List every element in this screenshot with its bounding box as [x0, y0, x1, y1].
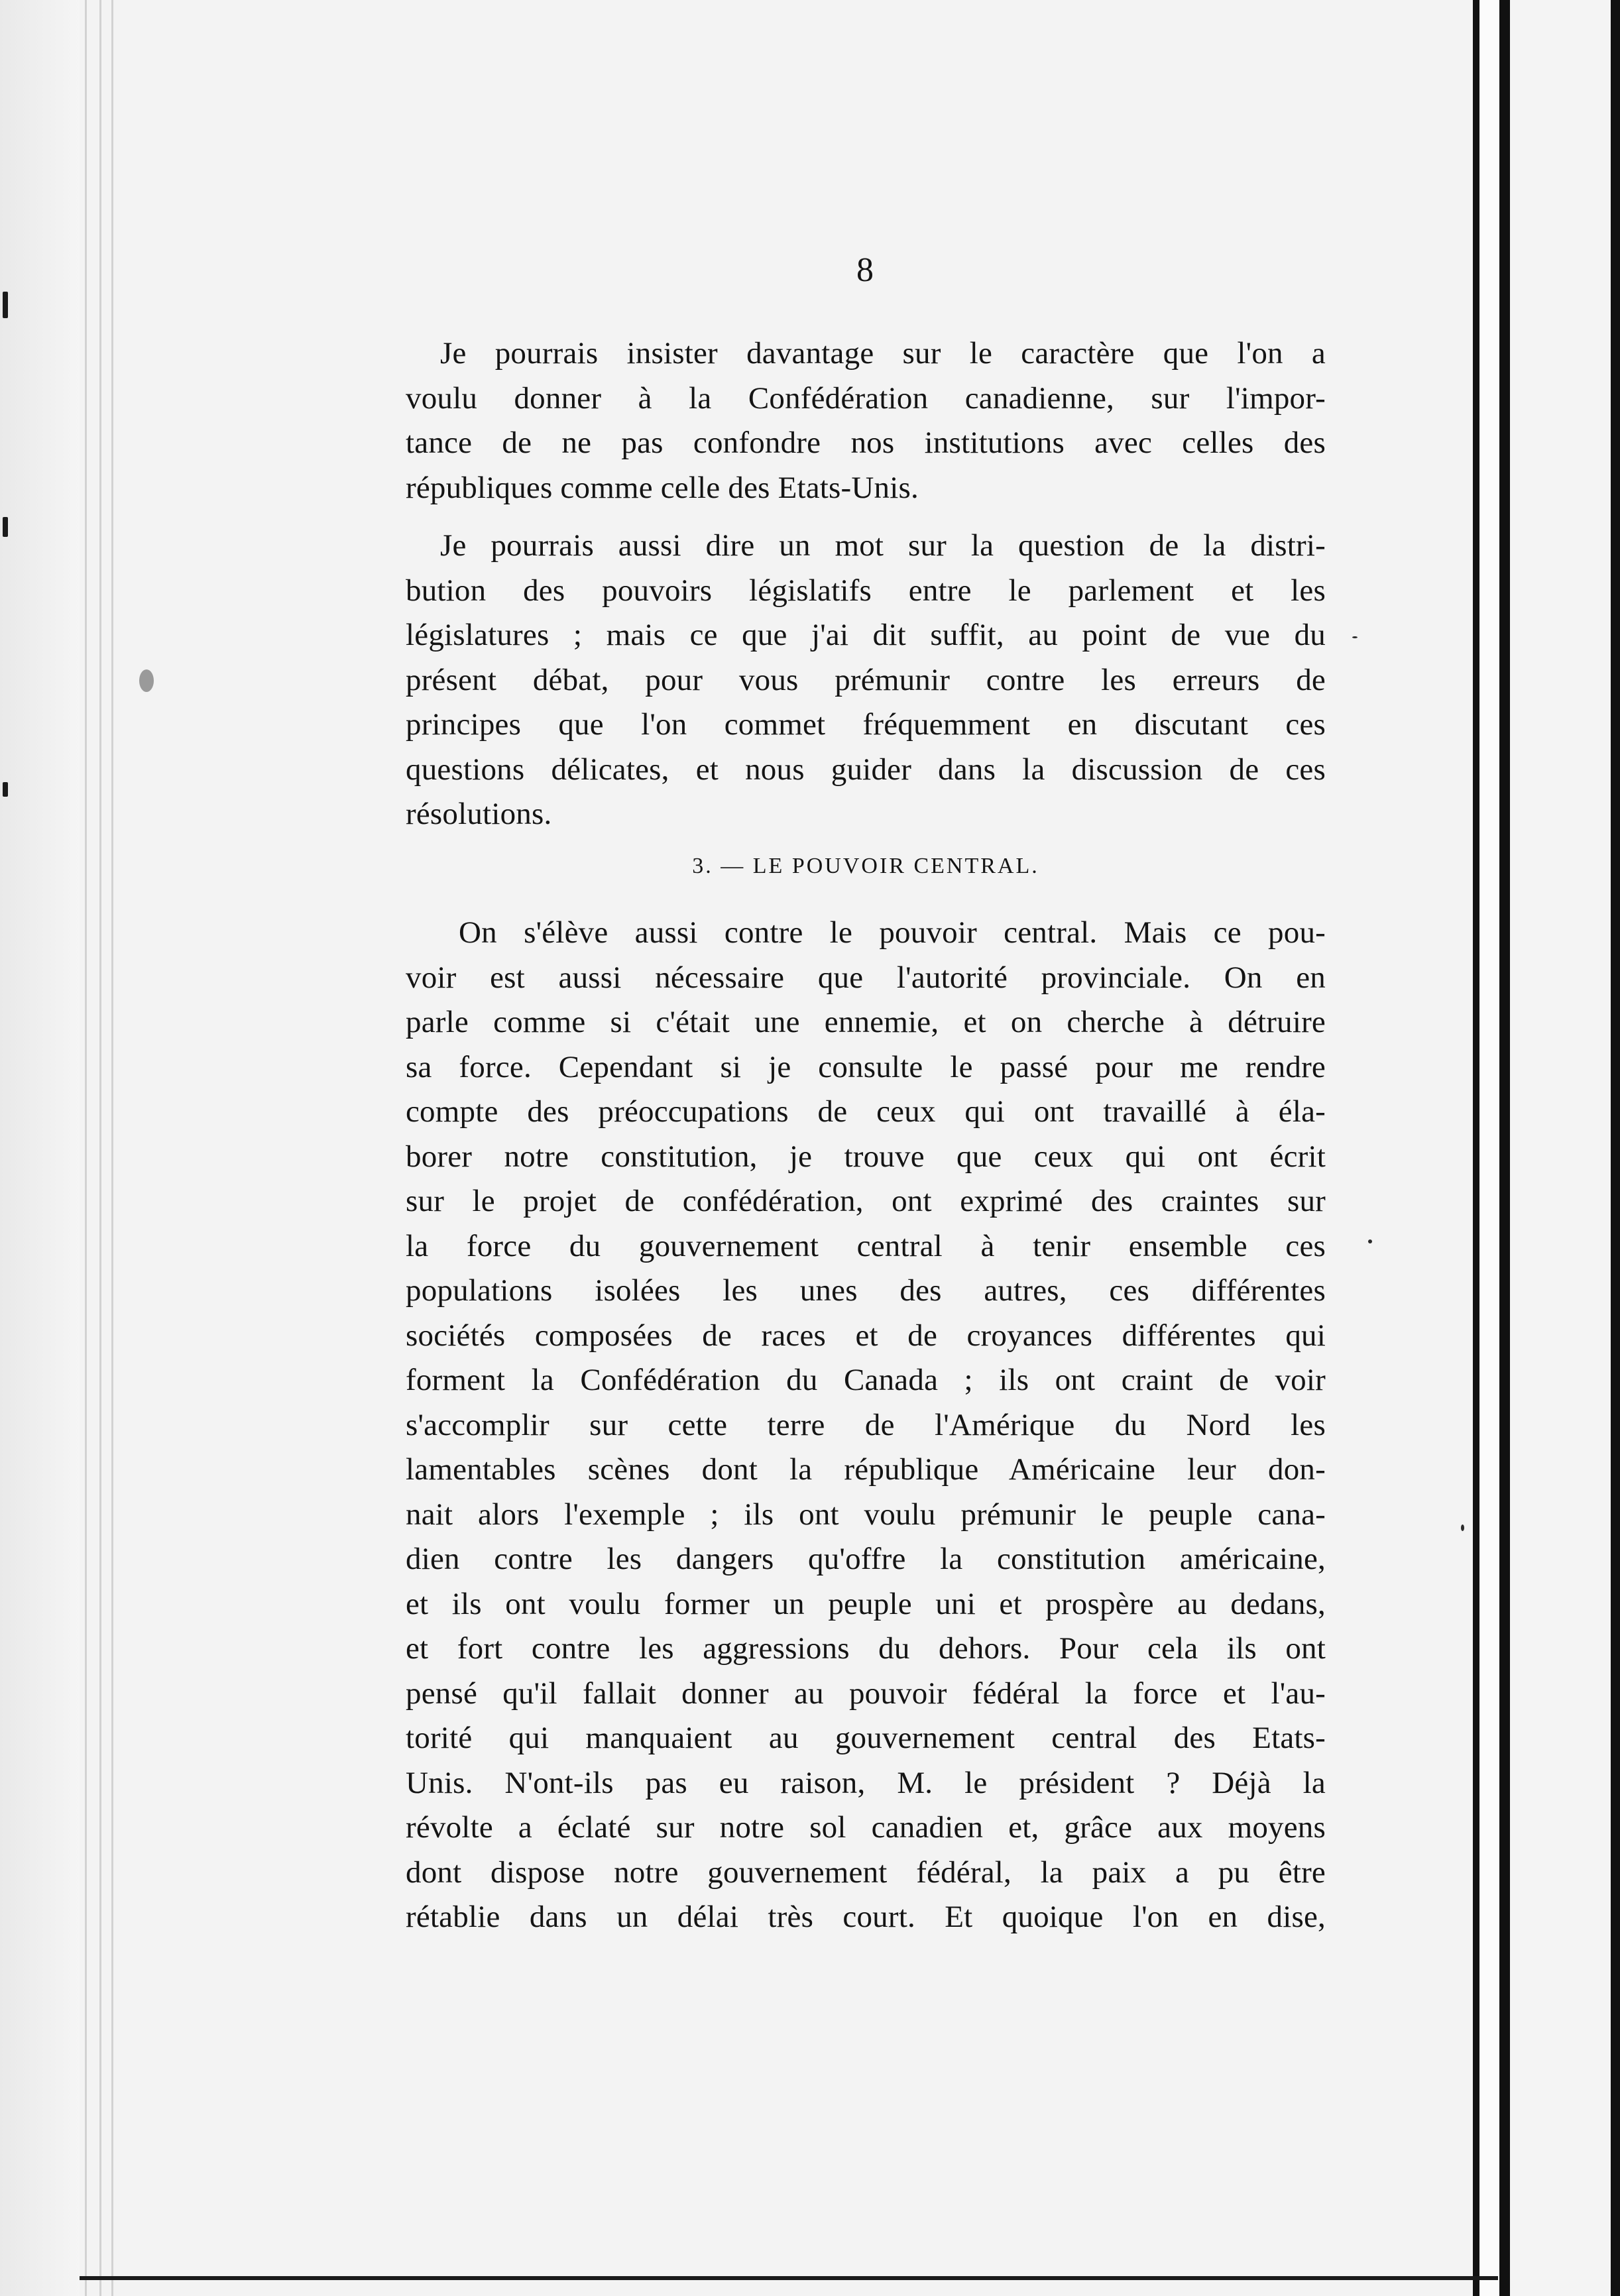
text-line: présent débat, pour vous prémunir contre les erreurs de — [406, 662, 1326, 697]
text-line: torité qui manquaient au gouvernement central des Etats- — [406, 1721, 1326, 1755]
binding-rule — [1473, 0, 1479, 2296]
text-line: bution des pouvoirs législatifs entre le parlement et les — [406, 573, 1326, 608]
text-line: lamentables scènes dont la république Américaine leur don- — [406, 1452, 1326, 1487]
text-line: s'accomplir sur cette terre de l'Amérique du Nord les — [406, 1407, 1326, 1442]
text-line: tance de ne pas confondre nos institutions avec celles des — [406, 426, 1326, 460]
bottom-edge-rule — [80, 2276, 1498, 2280]
text-line: résolutions. — [406, 797, 552, 831]
text-line: dien contre les dangers qu'offre la constitution américaine, — [406, 1542, 1326, 1576]
page-edge-shadow — [0, 0, 80, 2296]
text-line: Je pourrais aussi dire un mot sur la question de la distri- — [440, 528, 1326, 563]
text-line: Unis. N'ont-ils pas eu raison, M. le président ? Déjà la — [406, 1765, 1326, 1800]
binding-rule — [1499, 0, 1510, 2296]
scan-speck — [1352, 636, 1358, 638]
scan-speck — [1461, 1524, 1464, 1531]
paragraph-3 — [406, 911, 1326, 1940]
text-line: forment la Confédération du Canada ; ils ont craint de voir — [406, 1363, 1326, 1397]
scan-edge-mark — [3, 782, 8, 797]
text-line: voir est aussi nécessaire que l'autorité provinciale. On en — [406, 960, 1326, 995]
text-line: populations isolées les unes des autres, ces différentes — [406, 1273, 1326, 1308]
page-number: 8 — [856, 251, 874, 289]
paragraph-1 — [406, 331, 1326, 510]
right-margin — [1479, 0, 1499, 2296]
scan-speck — [139, 669, 154, 692]
text-line: rétablie dans un délai très court. Et quoique l'on en dise, — [406, 1900, 1326, 1934]
text-line: et ils ont voulu former un peuple uni et prospère au dedans, — [406, 1586, 1326, 1621]
text-line: On s'élève aussi contre le pouvoir central. Mais ce pou- — [459, 915, 1326, 950]
page-stack-line — [99, 0, 101, 2296]
text-line: principes que l'on commet fréquemment en discutant ces — [406, 707, 1326, 742]
text-line: dont dispose notre gouvernement fédéral, la paix a pu être — [406, 1855, 1326, 1890]
text-line: législatures ; mais ce que j'ai dit suffit, au point de vue du — [406, 618, 1326, 652]
text-line: sa force. Cependant si je consulte le passé pour me rendre — [406, 1049, 1326, 1084]
text-line: Je pourrais insister davantage sur le caractère que l'on a — [440, 336, 1326, 371]
section-heading: 3. — LE POUVOIR CENTRAL. — [692, 854, 1039, 878]
scan-edge-mark — [3, 292, 8, 318]
text-line: sur le projet de confédération, ont exprimé des craintes sur — [406, 1184, 1326, 1218]
facing-page — [1510, 0, 1620, 2296]
scan-speck — [1368, 1239, 1372, 1243]
text-line: nait alors l'exemple ; ils ont voulu prémunir le peuple cana- — [406, 1497, 1326, 1532]
text-line: révolte a éclaté sur notre sol canadien et, grâce aux moyens — [406, 1810, 1326, 1845]
text-line: pensé qu'il fallait donner au pouvoir fédéral la force et l'au- — [406, 1676, 1326, 1711]
text-line: parle comme si c'était une ennemie, et on cherche à détruire — [406, 1005, 1326, 1039]
text-line: républiques comme celle des Etats-Unis. — [406, 470, 919, 505]
page-stack-line — [85, 0, 87, 2296]
text-line: voulu donner à la Confédération canadienne, sur l'impor- — [406, 380, 1326, 416]
text-line: et fort contre les aggressions du dehors. Pour cela ils ont — [406, 1631, 1326, 1666]
binding-rule — [1611, 0, 1620, 2296]
page-stack-line — [111, 0, 113, 2296]
text-line: la force du gouvernement central à tenir ensemble ces — [406, 1228, 1326, 1263]
text-line: compte des préoccupations de ceux qui ont travaillé à éla- — [406, 1094, 1326, 1129]
scan-edge-mark — [3, 517, 8, 537]
text-line: sociétés composées de races et de croyances différentes qui — [406, 1318, 1326, 1353]
paragraph-2 — [406, 524, 1326, 837]
text-line: borer notre constitution, je trouve que ceux qui ont écrit — [406, 1139, 1326, 1174]
text-line: questions délicates, et nous guider dans la discussion de ces — [406, 752, 1326, 787]
